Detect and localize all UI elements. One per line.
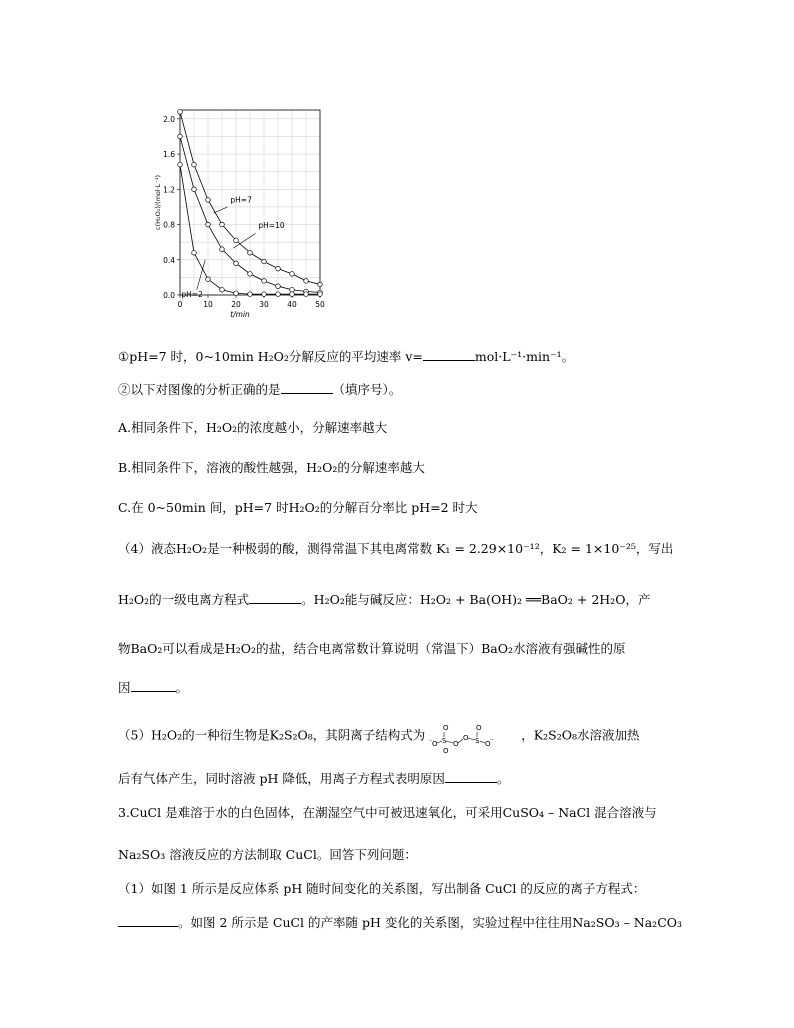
data-point [248, 272, 253, 277]
x-tick-label: 0 [177, 300, 183, 309]
data-point [318, 292, 323, 297]
data-point [206, 222, 211, 227]
p5-text-2: ，K₂S₂O₈水溶液加热 [521, 727, 640, 743]
svg-text:O: O [453, 740, 459, 748]
para-5-line-1 [118, 722, 640, 755]
data-point [290, 272, 295, 277]
p5-text-4: 。 [496, 771, 510, 786]
y-tick-label: 1.2 [163, 185, 175, 195]
answer-blank[interactable] [118, 914, 178, 927]
peroxydisulfate-structure [429, 722, 517, 755]
para-4-line-2 [118, 591, 650, 609]
svg-text:O: O [476, 724, 482, 732]
svg-text:S: S [475, 737, 480, 745]
data-point [262, 259, 267, 264]
question-2 [118, 381, 401, 399]
svg-text:O: O [432, 740, 438, 748]
data-point [178, 109, 183, 114]
h2o2-concentration-chart [150, 105, 340, 330]
p4-text: H₂O₂的一级电离方程式 [118, 592, 250, 607]
data-point [318, 282, 323, 287]
question-3-part-1-line-2 [118, 914, 682, 932]
q1-unit: mol·L⁻¹·min⁻¹。 [474, 349, 575, 364]
answer-blank[interactable] [249, 591, 301, 604]
para-4-line-1: （4）液态H₂O₂是一种极弱的酸，测得常温下其电离常数 K₁ = 2.29×10⁻¹²，K₂ = 1×10⁻²⁵，写出 [118, 541, 674, 556]
question-3-line-2: Na₂SO₃ 溶液反应的方法制取 CuCl。回答下列问题： [118, 847, 417, 862]
data-point [234, 291, 239, 296]
option-a: A.相同条件下，H₂O₂的浓度越小，分解速率越大 [118, 420, 388, 435]
data-point [304, 279, 309, 284]
option-b: B.相同条件下，溶液的酸性越强，H₂O₂的分解速率越大 [118, 460, 425, 475]
y-tick-label: 0.0 [163, 291, 175, 300]
x-tick-label: 20 [231, 300, 241, 309]
q2-suffix: （填序号）。 [332, 382, 402, 397]
y-tick-label: 0.8 [163, 220, 175, 230]
y-tick-label: 0.4 [163, 255, 175, 265]
answer-blank[interactable] [131, 679, 176, 692]
svg-text:⁻: ⁻ [490, 737, 494, 745]
para-4-line-3: 物BaO₂可以看成是H₂O₂的盐，结合电离常数计算说明（常温下）BaO₂水溶液有强碱性的原 [118, 641, 626, 656]
p4-text-4: 。 [175, 680, 189, 695]
data-point [248, 250, 253, 255]
q3-text: 。如图 2 所示是 CuCl 的产率随 pH 变化的关系图，实验过程中往往用Na₂SO₃ – Na₂CO₃ [178, 915, 683, 930]
q1-text: ①pH=7 时，0~10min H₂O₂分解反应的平均速率 v= [118, 349, 423, 364]
para-5-line-2 [118, 770, 509, 788]
annotation-leader [197, 260, 205, 290]
data-point [290, 287, 295, 292]
series-annotation: pH=7 [230, 195, 252, 205]
data-point [276, 266, 281, 271]
x-tick-label: 10 [203, 300, 213, 309]
question-1 [118, 348, 574, 366]
data-point [206, 277, 211, 282]
para-4-line-4 [118, 679, 188, 697]
data-point [304, 292, 309, 297]
x-tick-label: 40 [287, 300, 297, 309]
annotation-leader [214, 207, 228, 213]
p5-text: （5）H₂O₂的一种衍生物是K₂S₂O₈，其阴离子结构式为 [118, 727, 426, 743]
data-point [220, 287, 225, 292]
data-point [220, 247, 225, 252]
q2-text: ②以下对图像的分析正确的是 [118, 382, 281, 397]
data-point [220, 222, 225, 227]
series-annotation: pH=10 [258, 221, 285, 231]
svg-text:O: O [443, 724, 449, 732]
x-axis-label: t/min [230, 310, 250, 319]
y-tick-label: 2.0 [163, 114, 175, 124]
data-point [248, 292, 253, 297]
series-annotation: pH=2 [181, 289, 203, 299]
x-tick-label: 30 [259, 300, 269, 309]
data-point [192, 187, 197, 192]
svg-text:⁻: ⁻ [429, 738, 433, 746]
p5-text-3: 后有气体产生，同时溶液 pH 降低，用离子方程式表明原因 [118, 771, 445, 786]
y-axis-label: c(H₂O₂)/(mol·L⁻¹) [154, 175, 162, 230]
data-point [206, 198, 211, 203]
answer-blank[interactable] [423, 348, 475, 361]
data-point [276, 284, 281, 289]
data-point [178, 134, 183, 139]
svg-text:O: O [443, 747, 449, 755]
data-point [234, 238, 239, 243]
data-point [192, 162, 197, 167]
data-point [276, 292, 281, 297]
data-point [262, 279, 267, 284]
data-point [290, 292, 295, 297]
y-tick-label: 1.6 [163, 150, 175, 160]
answer-blank[interactable] [445, 770, 497, 783]
svg-text:S: S [442, 737, 447, 745]
svg-text:O: O [485, 740, 491, 748]
p4-text-2: 。H₂O₂能与碱反应：H₂O₂ + Ba(OH)₂ ══BaO₂ + 2H₂O，产 [301, 592, 651, 607]
data-point [192, 250, 197, 255]
option-c: C.在 0~50min 间，pH=7 时H₂O₂的分解百分率比 pH=2 时大 [118, 500, 478, 515]
data-point [234, 261, 239, 266]
data-point [178, 162, 183, 167]
question-3-intro: 3.CuCl 是难溶于水的白色固体，在潮湿空气中可被迅速氧化，可采用CuSO₄ – NaCl 混合溶液与 [118, 805, 657, 820]
question-3-part-1: （1）如图 1 所示是反应体系 pH 随时间变化的关系图，写出制备 CuCl 的反应的离子方程式： [118, 881, 646, 896]
data-point [262, 292, 267, 297]
answer-blank[interactable] [281, 381, 333, 394]
svg-text:O: O [463, 734, 469, 742]
x-tick-label: 50 [315, 300, 325, 309]
p4-text-3: 因 [118, 680, 131, 695]
